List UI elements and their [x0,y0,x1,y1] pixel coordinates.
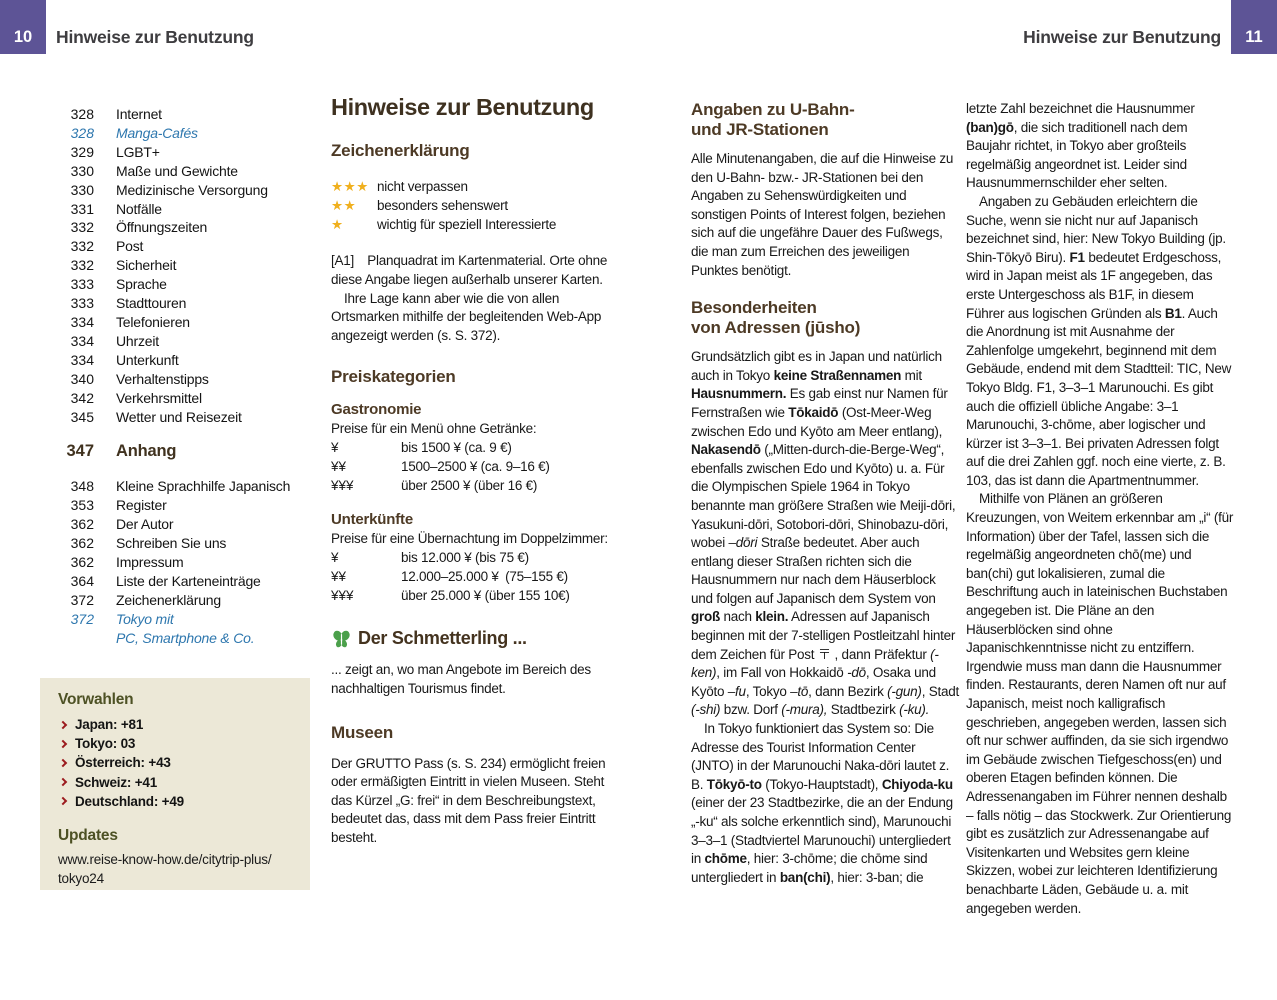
planquadrat-paragraph-2: Ihre Lage kann aber wie die von allen Ortsmarken mithilfe der begleitenden Web-App angezeigt werden (s. S. 372). [331,290,602,343]
toc-row: 328 Internet [70,106,162,122]
chevron-right-icon [59,797,67,805]
right-running-title: Hinweise zur Benutzung [1023,27,1221,47]
right-page-number-badge [1231,0,1277,54]
left-page-number: 10 [13,28,33,46]
unterkuenfte-price-table [331,549,621,605]
museen-heading: Museen [331,722,394,742]
toc-row: 340 Verhaltenstipps [70,370,209,387]
unterkuenfte-heading: Unterkünfte [331,511,413,529]
addresses-paragraph-3: letzte Zahl bezeichnet die Hausnummer (ban)gō, die sich traditionell nach dem Baujahr richtet, in Tokyo aber großteils regelmäßig angeordnet ist. Leider sind Hausnummernschilder eher selten. [966,101,1195,191]
toc-row: 372 Zeichenerklärung [70,591,221,608]
addresses-heading: Besonderheiten von Adressen (jūsho) [691,298,861,338]
chevron-right-icon [59,778,67,786]
unterkuenfte-intro: Preise für eine Übernachtung im Doppelzimmer: [331,531,608,547]
vorwahl-item: Deutschland: +49 [58,792,294,811]
addresses-paragraph-1: Grundsätzlich gibt es in Japan und natürlich auch in Tokyo keine Straßennamen mit Hausnummern. Es gab einst nur Namen für Fernstraßen wie Tōkaidō (Ost-Meer-Weg zwischen Edo und Kyōto am Meer entlang), Nakasendō („Mitten-durch-die-Berge-Weg“, ebenfalls zwischen Edo und Kyōto) u. a. Für die Olympischen Spiele 1964 in Tokyo benannte man größere Straßen wie Meiji-dōri, Yasukuni-dōri, Sotobori-dōri, Shinobazu-dōri, wobei –dōri Straße bedeutet. Aber auch entlang dieser Straßen richten sich die Hausnummern nur nach dem Häuserblock und folgen auf Japanisch dem System von groß nach klein. Adressen auf Japanisch beginnen mit der 7-stelligen Postleitzahl hinter dem Zeichen für Post 〒 , dann Präfektur (-ken), im Fall von Hokkaidō -dō, Osaka und Kyōto –fu, Tokyo –tō, dann Bezirk (-gun), Stadt (-shi) bzw. Dorf (-mura), Stadtbezirk (-ku). [691,349,959,718]
toc-row: 332 Sicherheit [70,257,177,274]
toc-row: 329 LGBT+ [70,143,160,160]
star-legend-row: ★★★ nicht verpassen [331,178,621,197]
toc-row: 342 Verkehrsmittel [70,389,202,406]
toc-row: 333 Sprache [70,276,167,293]
vorwahl-item: Österreich: +43 [58,753,294,772]
two-stars-icon: ★★ [331,197,357,213]
schmetterling-body: ... zeigt an, wo man Angebote im Bereich des nachhaltigen Tourismus findet. [331,662,591,696]
price-row: ¥¥ 12.000–25.000 ¥ (75–155 €) [331,568,568,584]
chevron-right-icon [59,720,67,728]
toc-row: 334 Unterkunft [70,351,179,368]
toc-row: 334 Uhrzeit [70,332,159,349]
toc-row: 334 Telefonieren [70,313,190,330]
toc-row: 362 Impressum [70,554,184,571]
vorwahl-item: Schweiz: +41 [58,773,294,792]
schmetterling-heading: Der Schmetterling ... [331,628,621,649]
star-legend [331,178,621,234]
vorwahlen-title: Vorwahlen [58,691,134,708]
vorwahl-item: Japan: +81 [58,715,294,734]
price-row: ¥ bis 12.000 ¥ (bis 75 €) [331,549,529,565]
chevron-right-icon [59,759,67,767]
vorwahl-item: Tokyo: 03 [58,734,294,753]
toc-row: PC, Smartphone & Co. [116,629,255,646]
gastronomie-price-table [331,439,621,495]
gastronomie-intro: Preise für ein Menü ohne Getränke: [331,421,537,437]
table-of-contents [58,105,320,648]
gastronomie-heading: Gastronomie [331,401,422,419]
star-legend-row: ★ wichtig für speziell Interessierte [331,216,621,235]
toc-row: 332 Öffnungszeiten [70,219,208,236]
toc-row: 345 Wetter und Reisezeit [70,408,242,425]
star-legend-row: ★★ besonders sehenswert [331,197,621,216]
toc-row: 333 Stadttouren [70,295,187,312]
stations-body: Alle Minutenangaben, die auf die Hinweise zu den U-Bahn- bzw.- JR-Stationen bei den Angaben zu Sehenswürdigkeiten und sonstigen Points of Interest folgen, beziehen sich auf die ungefähre Dauer des Fußwegs, die man zum Erreichen des jeweiligen Punktes benötigt. [691,151,954,278]
right-page-number: 11 [1245,28,1263,46]
one-star-icon: ★ [331,216,344,232]
toc-row: 362 Schreiben Sie uns [70,535,227,552]
toc-row: 331 Notfälle [70,200,162,217]
column-usage-notes [331,94,621,847]
page-title: Hinweise zur Benutzung [331,94,594,120]
addresses-paragraph-4: Angaben zu Gebäuden erleichtern die Suche, wenn sie nicht nur auf Japanisch bezeichnet sind, hier: New Tokyo Building (jp. Shin-Tōkyō Biru). F1 bedeutet Erdgeschoss, wird in Japan meist als 1F angegeben, das erste Untergeschoss als B1F, in diesem Führer aus logischen Gründen als B1. Auch die Anordnung ist mit Ausnahme der Zahlenfolge umgekehrt, beginnend mit dem Gebäude, endend mit dem Stadtteil: TIC, New Tokyo Bldg. F1, 3–3–1 Marunouchi. Es gibt auch die offiziell übliche Angabe: 3–1 Marunouchi, 3-chōme, aber logischer und kürzer ist 3–3–1. Bei privaten Adressen folgt auf die drei Zahlen ggf. noch eine vierte, z. B. 103, das ist dann die Apartmentnummer. [966,193,1232,488]
price-row: ¥¥¥ über 2500 ¥ (über 16 €) [331,477,538,493]
planquadrat-paragraph: [A1] Planquadrat im Kartenmaterial. Orte ohne diese Angabe liegen außerhalb unserer Karten. [331,253,608,287]
toc-row: 372 Tokyo mit [70,610,174,627]
addresses-paragraph-2: In Tokyo funktioniert das System so: Die Adresse des Tourist Information Center (JNTO) in der Marunouchi Naka-dōri lautet z. B. Tōkyō-to (Tokyo-Hauptstadt), Chiyoda-ku (einer der 23 Stadtbezirke, die an der Endung „-ku“ als solche erkenntlich sind), Marunouchi 3–3–1 (Stadtviertel Marunouchi) untergliedert in chōme, hier: 3-chōme; die chōme sind untergliedert in ban(chi), hier: 3-ban; die [691,721,953,885]
updates-url: www.reise-know-how.de/citytrip-plus/ tokyo24 [58,852,272,886]
price-row: ¥ bis 1500 ¥ (ca. 9 €) [331,439,512,455]
column-stations-addresses [691,100,959,887]
left-page-number-badge [0,0,46,54]
toc-row: 362 Der Autor [70,516,174,533]
vorwahlen-infobox [40,678,310,890]
column-addresses-continued [966,100,1234,918]
three-stars-icon: ★★★ [331,179,369,194]
toc-row: 332 Post [70,238,144,255]
toc-anhang-heading: 347 Anhang [66,442,177,461]
toc-row: 330 Maße und Gewichte [70,162,238,179]
addresses-paragraph-5: Mithilfe von Plänen an größeren Kreuzungen, von Weitem erkennbar am „i“ (für Information) über der Tafel, lassen sich die regelmäßig angeordneten chō(me) und ban(chi) gut lokalisieren, zumal die Beschriftung auch in lateinischen Buchstaben angegeben ist. Die Pläne an den Häuserblöcken sind ohne Japanischkenntnisse nicht zu entziffern. Irgendwie muss man dann die Hausnummer finden. Restaurants, deren Namen oft nur auf Japanisch, meist noch kalligrafisch geschrieben, angegeben werden, lassen sich oft nur schwer auffinden, da sie sich irgendwo im Gebäude zwischen Tiefgeschoss(en) und oberen Etagen befinden können. Die Adressenangaben im Führer nennen deshalb – falls nötig – das Stockwerk. Zur Orientierung gibt es zusätzlich zur Adressenangabe auf Visitenkarten und Websites gern kleine Skizzen, wobei zur leichteren Identifizierung benachbarte Läden, Gebäude u. a. mit angegeben werden. [966,491,1234,916]
toc-row: 364 Liste der Karteneinträge [70,572,261,589]
butterfly-icon [331,629,352,649]
updates-title: Updates [58,827,118,845]
preiskategorien-heading: Preiskategorien [331,367,456,387]
toc-row: 353 Register [70,497,167,514]
zeichenerklaerung-heading: Zeichenerklärung [331,141,470,160]
toc-row: 328 Manga-Cafés [70,124,198,141]
left-running-title: Hinweise zur Benutzung [56,27,254,47]
toc-row: 330 Medizinische Versorgung [70,181,268,198]
price-row: ¥¥ 1500–2500 ¥ (ca. 9–16 €) [331,458,550,474]
museen-body: Der GRUTTO Pass (s. S. 234) ermöglicht freien oder ermäßigten Eintritt in vielen Museen. Steht das Kürzel „G: frei“ in dem Beschreibungstext, bedeutet das, dass mit dem Pass freier Eintritt besteht. [331,755,606,845]
toc-row: 348 Kleine Sprachhilfe Japanisch [70,478,291,495]
stations-heading: Angaben zu U-Bahn- und JR-Stationen [691,100,855,139]
chevron-right-icon [59,740,67,748]
price-row: ¥¥¥ über 25.000 ¥ (über 155 10€) [331,587,570,603]
